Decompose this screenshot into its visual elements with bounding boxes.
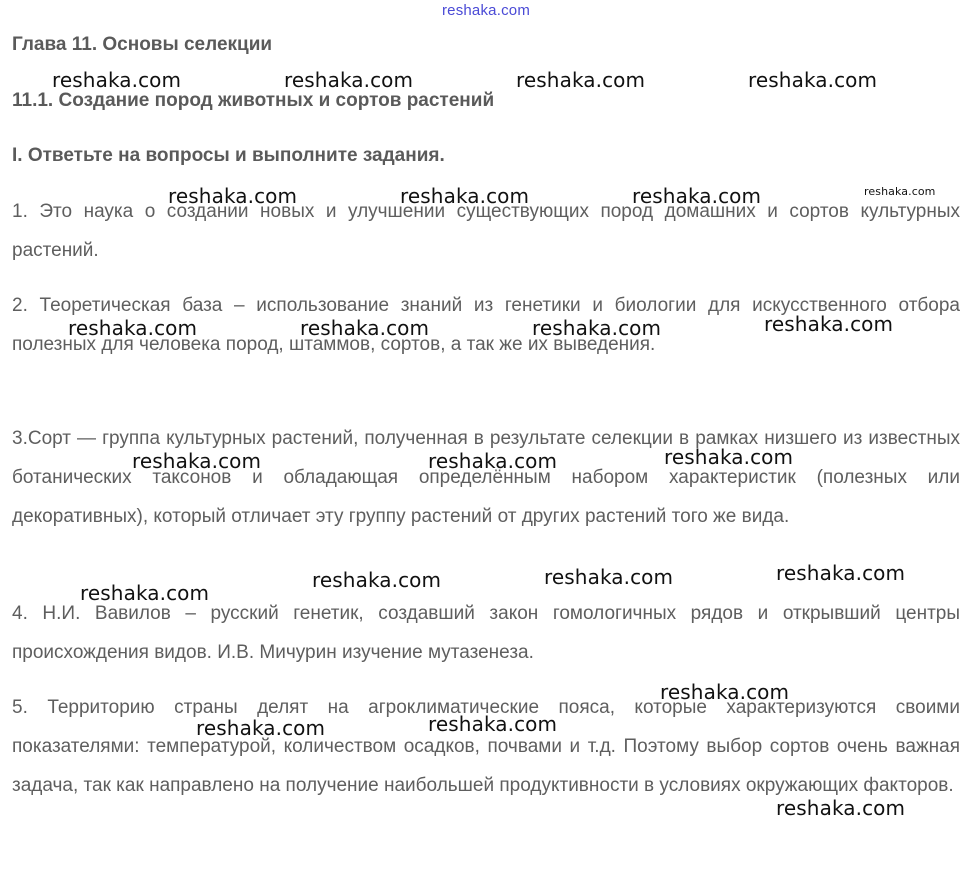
answer-paragraph-4: 4. Н.И. Вавилов – русский генетик, создавший закон гомологичных рядов и открывший центры происхождения видов. И.В. Мичурин изучение мутазенеза.	[12, 603, 960, 663]
watermark: reshaka.com	[660, 680, 790, 704]
watermark: reshaka.com	[196, 716, 326, 740]
watermark: reshaka.com	[312, 568, 442, 592]
watermark: reshaka.com	[544, 565, 674, 589]
watermark: reshaka.com	[664, 445, 794, 469]
watermark: reshaka.com	[132, 449, 262, 473]
watermark: reshaka.com	[748, 68, 878, 92]
watermark: reshaka.com	[168, 184, 298, 208]
answer-paragraph-3: 3.Сорт — группа культурных растений, полученная в результате селекции в рамках низшего из известных ботанических таксонов и обладающая определённым набором характеристик (полезных или декоративных), который отличает эту группу растений от других растений того же вида.	[12, 428, 960, 527]
watermark: reshaka.com	[516, 68, 646, 92]
watermark: reshaka.com	[428, 712, 558, 736]
watermark: reshaka.com	[776, 796, 906, 820]
site-label: reshaka.com	[441, 2, 531, 19]
watermark: reshaka.com	[300, 316, 430, 340]
watermark: reshaka.com	[80, 581, 210, 605]
watermark: reshaka.com	[764, 312, 894, 336]
watermark: reshaka.com	[400, 184, 530, 208]
watermark: reshaka.com	[632, 184, 762, 208]
section-title: 11.1. Создание пород животных и сортов растений	[12, 90, 495, 111]
watermark: reshaka.com	[864, 185, 936, 198]
watermark: reshaka.com	[52, 68, 182, 92]
answer-paragraph-1: 1. Это наука о создании новых и улучшении существующих пород домашних и сортов культурных растений.	[12, 201, 960, 261]
answer-paragraph-5: 5. Территорию страны делят на агроклиматические пояса, которые характеризуются своими показателями: температурой, количеством осадков, почвами и т.д. Поэтому выбор сортов очень важная задача, так как направлено на получение наибольшей продуктивности в условиях окружающих факторов.	[12, 697, 960, 796]
watermark: reshaka.com	[284, 68, 414, 92]
chapter-title: Глава 11. Основы селекции	[12, 34, 273, 55]
watermark: reshaka.com	[428, 449, 558, 473]
answer-paragraph-2: 2. Теоретическая база – использование знаний из генетики и биологии для искусственного отбора полезных для человека пород, штаммов, сортов, а так же их выведения.	[12, 295, 960, 355]
task-heading: I. Ответьте на вопросы и выполните задания.	[12, 145, 445, 166]
watermark: reshaka.com	[532, 316, 662, 340]
watermark: reshaka.com	[776, 561, 906, 585]
watermark: reshaka.com	[68, 316, 198, 340]
